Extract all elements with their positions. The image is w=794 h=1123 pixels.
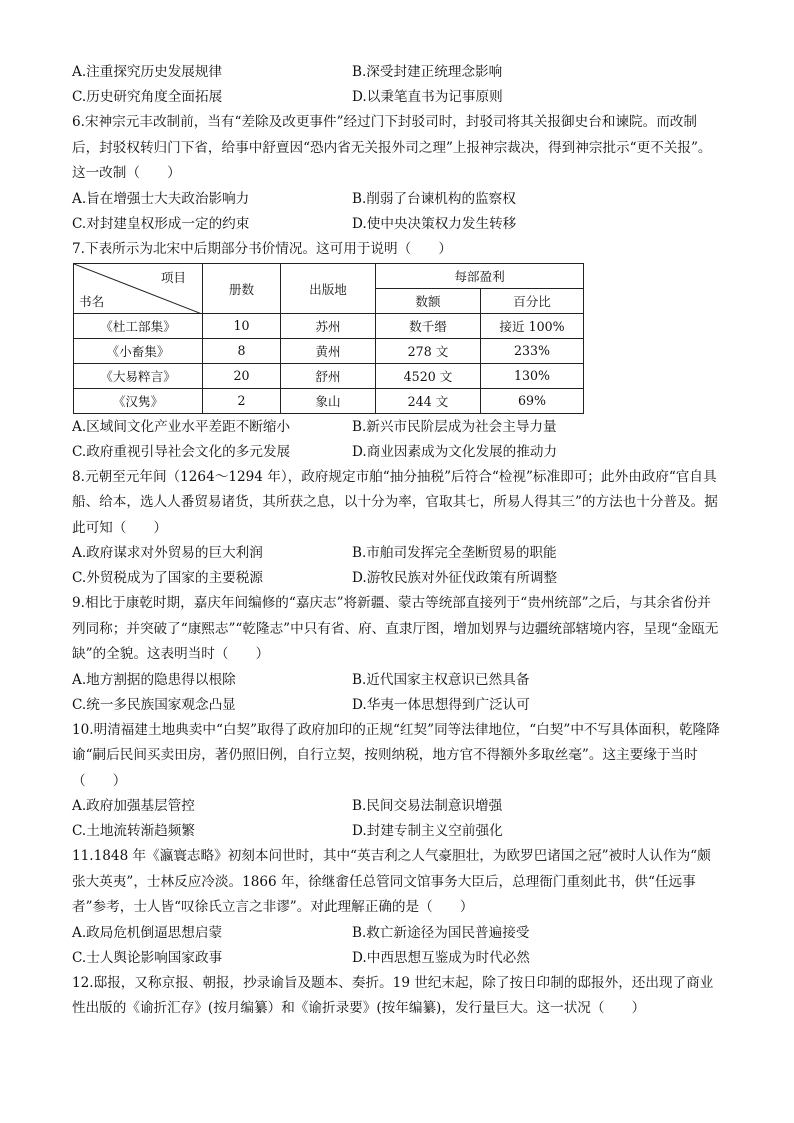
q6-option-d[interactable]: D.使中央决策权力发生转移 — [352, 215, 517, 232]
q11-option-c[interactable]: C.士人舆论影响国家政事 — [72, 949, 223, 966]
amount: 278 文 — [376, 338, 481, 363]
volumes: 2 — [203, 388, 281, 413]
book-title: 《小畜集》 — [74, 338, 203, 363]
q10-option-b[interactable]: B.民间交易法制意识增强 — [352, 798, 503, 814]
q6-option-a[interactable]: A.旨在增强士大夫政治影响力 — [72, 190, 250, 207]
header-profit: 每部盈利 — [376, 263, 584, 288]
volumes: 10 — [203, 313, 281, 338]
percent: 233% — [481, 338, 584, 363]
q9-options-row2 — [72, 693, 722, 718]
book-title: 《汉隽》 — [74, 388, 203, 413]
q6-option-b[interactable]: B.削弱了台谏机构的监察权 — [352, 190, 516, 207]
q5-options-row1 — [72, 60, 722, 85]
exam-page — [72, 60, 722, 1022]
volumes: 20 — [203, 363, 281, 388]
q7-option-a[interactable]: A.区域间文化产业水平差距不断缩小 — [72, 418, 291, 435]
q6-options-row2 — [72, 212, 722, 237]
q10-option-c[interactable]: C.土地流转渐趋频繁 — [72, 823, 195, 839]
book-title: 《大易粹言》 — [74, 363, 203, 388]
q9-stem: 9.相比于康乾时期，嘉庆年间编修的“嘉庆志”将新疆、蒙古等统部直接列于“贵州统部”之后，与其余省份并列同称；并突破了“康熙志”“乾隆志”中只有省、府、直隶厅图，增加划界与边疆统部辖境内容，呈现“金瓯无缺”的全貌。这表明当时（ ） — [72, 595, 719, 662]
header-place: 出版地 — [281, 263, 376, 313]
book-title: 《杜工部集》 — [74, 313, 203, 338]
header-volumes: 册数 — [203, 263, 281, 313]
q11-options-row1 — [72, 921, 722, 946]
q8-option-a[interactable]: A.政府谋求对外贸易的巨大利润 — [72, 545, 263, 561]
q11-option-a[interactable]: A.政局危机倒逼思想启蒙 — [72, 924, 223, 941]
q6-option-c[interactable]: C.对封建皇权形成一定的约束 — [72, 215, 250, 232]
table-row — [74, 313, 584, 338]
q11-option-b[interactable]: B.救亡新途径为国民普遍接受 — [352, 924, 530, 941]
q11-options-row2 — [72, 946, 722, 971]
q10-option-d[interactable]: D.封建专制主义空前强化 — [352, 823, 503, 839]
q7-option-b[interactable]: B.新兴市民阶层成为社会主导力量 — [352, 418, 557, 435]
place: 象山 — [281, 388, 376, 413]
header-item-label: 项目 — [160, 269, 186, 285]
percent: 69% — [481, 388, 584, 413]
place: 苏州 — [281, 313, 376, 338]
q5-option-a[interactable]: A.注重探究历史发展规律 — [72, 64, 223, 80]
q10-option-a[interactable]: A.政府加强基层管控 — [72, 798, 195, 814]
q11-option-d[interactable]: D.中西思想互鉴成为时代必然 — [352, 949, 530, 966]
place: 舒州 — [281, 363, 376, 388]
q9-options-row1 — [72, 668, 722, 693]
q8-option-d[interactable]: D.游牧民族对外征伐政策有所调整 — [352, 570, 558, 586]
q8-options-row1 — [72, 541, 722, 566]
q12-stem: 12.邸报，又称京报、朝报，抄录谕旨及题本、奏折。19 世纪末起，除了按日印制的邸报外，还出现了商业性出版的《谕折汇存》(按月编纂）和《谕折录要》(按年编纂)，发行量巨大。这一状况（ ） — [72, 974, 714, 1016]
q8-options-row2 — [72, 566, 722, 591]
q11-stem: 11.1848 年《瀛寰志略》初刻本问世时，其中“英吉利之人气豪胆壮，为欧罗巴诸国之冠”被时人认作为“颇张大英夷”，士林反应冷淡。1866 年，徐继畬任总管同文馆事务大臣后，总理衙门重刻此书，供“任远事者”参考，士人皆“叹徐氏立言之非谬”。对此理解正确的是（ ） — [72, 848, 711, 915]
amount: 数千缗 — [376, 313, 481, 338]
q7-options-row2 — [72, 440, 722, 465]
header-percent: 百分比 — [481, 288, 584, 313]
volumes: 8 — [203, 338, 281, 363]
q7-options-row1 — [72, 415, 722, 440]
q5-option-b[interactable]: B.深受封建正统理念影响 — [352, 64, 503, 80]
amount: 4520 文 — [376, 363, 481, 388]
amount: 244 文 — [376, 388, 481, 413]
q10-stem: 10.明清福建土地典卖中“白契”取得了政府加印的正规“红契”同等法律地位，“白契”中不写具体面积，乾隆降谕“嗣后民间买卖田房，著仍照旧例，自行立契，按则纳税，地方官不得额外多取丝毫”。这主要缘于当时（ ） — [72, 721, 720, 789]
q7-option-d[interactable]: D.商业因素成为文化发展的推动力 — [352, 443, 558, 460]
q5-option-c[interactable]: C.历史研究角度全面拓展 — [72, 89, 223, 105]
q5-option-d[interactable]: D.以秉笔直书为记事原则 — [352, 89, 503, 105]
q9-option-b[interactable]: B.近代国家主权意识已然具备 — [352, 671, 530, 688]
q6-options-row1 — [72, 187, 722, 212]
table-row — [74, 388, 584, 413]
q9-option-c[interactable]: C.统一多民族国家观念凸显 — [72, 696, 236, 713]
table-row — [74, 363, 584, 388]
q10-options-row2 — [72, 819, 722, 844]
q8-option-c[interactable]: C.外贸税成为了国家的主要税源 — [72, 570, 263, 586]
q9-option-a[interactable]: A.地方割据的隐患得以根除 — [72, 671, 236, 688]
percent: 130% — [481, 363, 584, 388]
book-price-table — [73, 263, 584, 414]
q5-options-row2 — [72, 85, 722, 110]
table-row — [74, 338, 584, 363]
q6-stem: 6.宋神宗元丰改制前，当有“差除及改更事件”经过门下封驳司时，封驳司将其关报御史台和谏院。而改制后，封驳权转归门下省，给事中舒亶因“恐内省无关报外司之理”上报神宗裁决，得到神宗批示“更不关报”。这一改制（ ） — [72, 114, 712, 181]
q9-option-d[interactable]: D.华夷一体思想得到广泛认可 — [352, 696, 530, 713]
table-corner-header — [74, 263, 203, 313]
header-book-label: 书名 — [79, 293, 105, 309]
q7-stem: 7.下表所示为北宋中后期部分书价情况。这可用于说明（ ） — [72, 240, 452, 257]
q8-option-b[interactable]: B.市舶司发挥完全垄断贸易的职能 — [352, 545, 557, 561]
q10-options-row1 — [72, 794, 722, 819]
q7-option-c[interactable]: C.政府重视引导社会文化的多元发展 — [72, 443, 291, 460]
place: 黄州 — [281, 338, 376, 363]
q8-stem: 8.元朝至元年间（1264～1294 年），政府规定市舶“抽分抽税”后符合“检视”标准即可；此外由政府“官自具船、给本，选人人番贸易诸货，其所获之息，以十分为率，官取其七，所易人得其三”的方法也十分普及。据此可知（ ） — [72, 468, 718, 536]
percent: 接近 100% — [481, 313, 584, 338]
header-amount: 数额 — [376, 288, 481, 313]
